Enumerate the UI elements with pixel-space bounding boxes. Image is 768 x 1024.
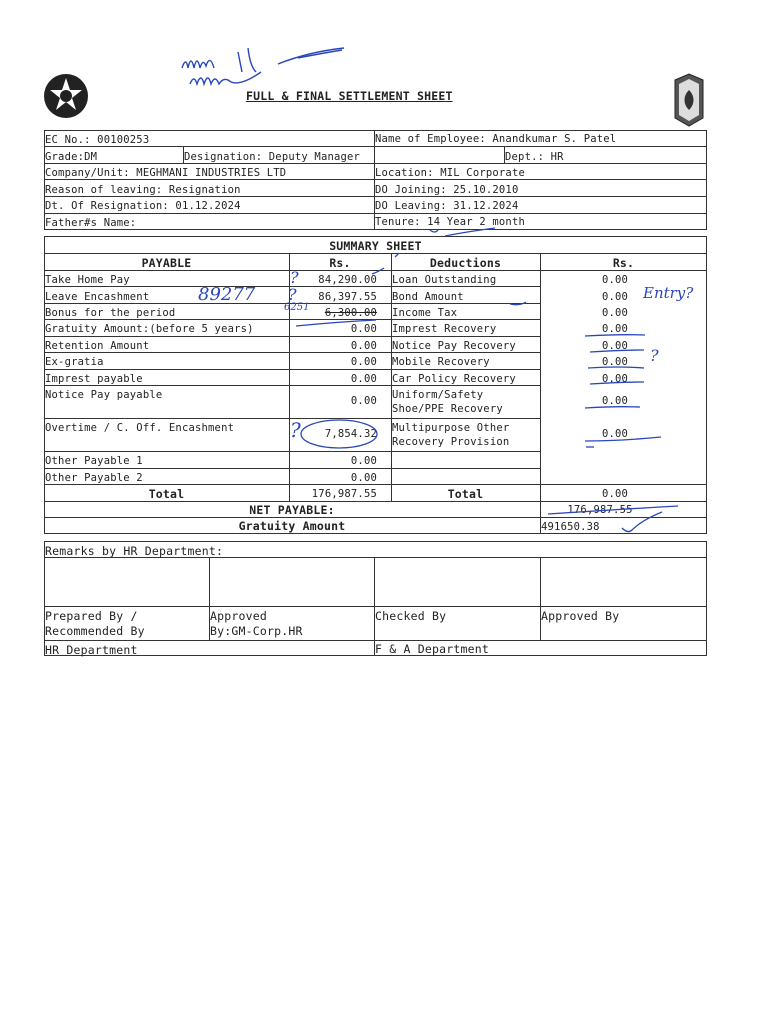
grade: Grade:DM: [45, 151, 98, 163]
payable-header: PAYABLE: [141, 256, 192, 270]
payable-label: Overtime / C. Off. Encashment: [45, 422, 235, 434]
payable-value: 0.00: [350, 323, 377, 335]
fa-department: F & A Department: [375, 642, 489, 656]
deductions-header: Deductions: [429, 256, 502, 270]
net-payable-value: 176,987.55: [567, 504, 633, 516]
deduction-label: Notice Pay Recovery: [392, 340, 516, 352]
payable-label: Ex-gratia: [45, 356, 104, 368]
date-of-resignation: Dt. Of Resignation: 01.12.2024: [45, 200, 241, 212]
company-unit: Company/Unit: MEGHMANI INDUSTRIES LTD: [45, 167, 287, 179]
father-name: Father#s Name:: [45, 217, 137, 229]
tenure: Tenure: 14 Year 2 month: [375, 216, 525, 228]
deduction-value: 0.00: [601, 395, 629, 407]
deduction-label: Imprest Recovery: [392, 323, 497, 335]
deduction-label: Mobile Recovery: [392, 356, 490, 368]
location: Location: MIL Corporate: [375, 167, 525, 179]
payable-label: Imprest payable: [45, 373, 143, 385]
deduction-label: Income Tax: [392, 307, 458, 319]
payable-label: Take Home Pay: [45, 274, 130, 286]
deduction-total-label: Total: [447, 487, 484, 501]
deduction-value: 0.00: [601, 428, 629, 440]
payable-value: 0.00: [350, 455, 377, 467]
deduction-value: 0.00: [601, 340, 629, 352]
date-of-joining: DO Joining: 25.10.2010: [375, 184, 519, 196]
payable-value: 7,854.32: [324, 428, 377, 440]
payable-label: Leave Encashment: [45, 291, 150, 303]
recommended-by: Recommended By: [45, 624, 145, 638]
handwritten-bond-note: Entry?: [643, 284, 694, 302]
deduction-label: Loan Outstanding: [392, 274, 497, 286]
deduction-label-line2: Recovery Provision: [392, 436, 510, 448]
date-of-leaving: DO Leaving: 31.12.2024: [375, 200, 519, 212]
handwritten-mobile-note: ?: [650, 346, 659, 365]
payable-total-value: 176,987.55: [311, 488, 377, 500]
gratuity-amount-value: 491650.38: [541, 521, 600, 533]
remarks-label: Remarks by HR Department:: [45, 544, 224, 558]
handwritten-question: ?: [288, 285, 297, 304]
payable-value: 0.00: [350, 472, 377, 484]
deduction-value: 0.00: [601, 323, 629, 335]
deduction-label-line2: Shoe/PPE Recovery: [392, 403, 503, 415]
deduction-value: 0.00: [601, 274, 629, 286]
deduction-total-value: 0.00: [601, 488, 629, 500]
gratuity-amount-label: Gratuity Amount: [238, 519, 346, 533]
net-payable-label: NET PAYABLE:: [249, 503, 335, 517]
summary-title: SUMMARY SHEET: [329, 239, 422, 253]
ec-no: EC No.: 00100253: [45, 134, 150, 146]
hr-department: HR Department: [45, 643, 138, 657]
payable-value: 84,290.00: [318, 274, 377, 286]
deduction-label: Bond Amount: [392, 291, 464, 303]
reason-of-leaving: Reason of leaving: Resignation: [45, 184, 241, 196]
approved-by-gm: By:GM-Corp.HR: [210, 624, 303, 638]
deduction-value: 0.00: [601, 356, 629, 368]
deduction-value: 0.00: [601, 307, 629, 319]
page-title: FULL & FINAL SETTLEMENT SHEET: [246, 89, 453, 103]
designation: Designation: Deputy Manager: [184, 151, 361, 163]
checked-by: Checked By: [375, 609, 447, 623]
handwritten-question: ?: [290, 418, 301, 442]
deduction-value: 0.00: [601, 373, 629, 385]
payable-value: 0.00: [350, 373, 377, 385]
payable-value: 0.00: [350, 340, 377, 352]
payable-label: Retention Amount: [45, 340, 150, 352]
rs-header-2: Rs.: [612, 256, 635, 270]
payable-total-label: Total: [148, 487, 185, 501]
payable-label: Bonus for the period: [45, 307, 176, 319]
handwritten-leave-note: 89277: [198, 284, 256, 305]
approved-label: Approved: [210, 609, 267, 623]
payable-label: Gratuity Amount:(before 5 years): [45, 323, 254, 335]
payable-label: Other Payable 2: [45, 472, 143, 484]
payable-label: Other Payable 1: [45, 455, 143, 467]
department: Dept.: HR: [505, 151, 564, 163]
approved-by: Approved By: [541, 609, 620, 623]
payable-value: 86,397.55: [318, 291, 377, 303]
prepared-by: Prepared By /: [45, 609, 138, 623]
payable-label: Notice Pay payable: [45, 389, 163, 401]
deduction-label: Car Policy Recovery: [392, 373, 516, 385]
rs-header: Rs.: [329, 256, 351, 270]
deduction-label: Multipurpose Other: [392, 422, 510, 434]
employee-name: Name of Employee: Anandkumar S. Patel: [375, 133, 617, 145]
payable-value: 6,300.00: [324, 307, 377, 319]
handwritten-question: ?: [290, 268, 299, 287]
deduction-value: 0.00: [601, 291, 629, 303]
payable-value: 0.00: [350, 356, 377, 368]
handwritten-bonus-note: 6251: [284, 302, 310, 313]
payable-value: 0.00: [350, 395, 377, 407]
deduction-label: Uniform/Safety: [392, 389, 484, 401]
